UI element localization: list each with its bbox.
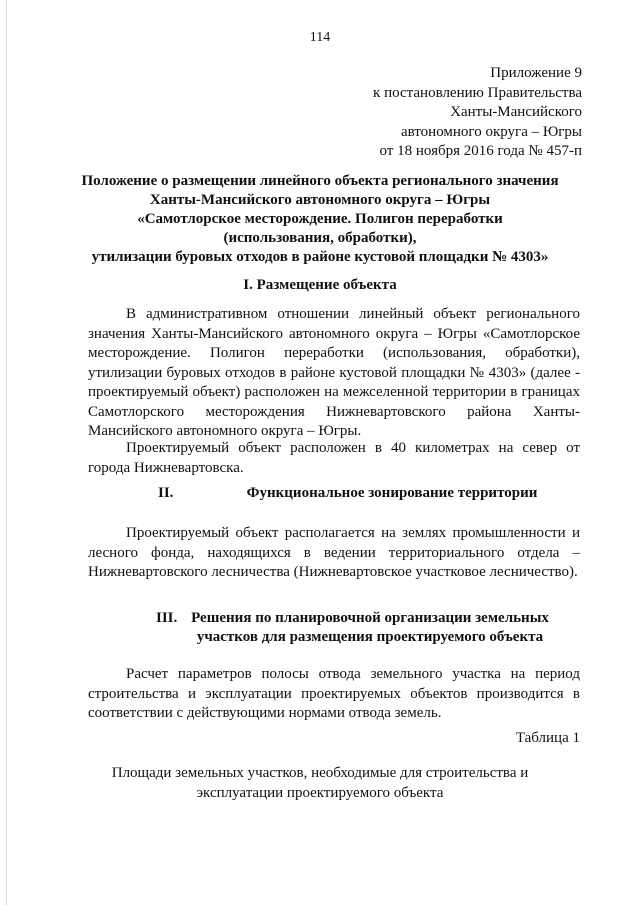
title-line: Положение о размещении линейного объекта регионального значения: [81, 173, 559, 189]
section-3-title: [190, 609, 550, 647]
appendix-line: Ханты-Мансийского: [450, 104, 582, 120]
section-1-paragraph-1: В административном отношении линейный объект регионального значения Ханты-Мансийского автономного округа – Югры «Самотлорское месторождение. Полигон переработки (использования, обработки), утилизации буровых отходов в районе кустовой площадки № 4303» (далее - проектируемый объект) расположен на межселенной территории в границах Самотлорского месторождения Нижневартовского района Ханты-Мансийского автономного округа – Югры.: [88, 306, 580, 439]
section-2-paragraph: Проектируемый объект располагается на землях промышленности и лесного фонда, находящихся в ведении территориального отдела – Нижневартовского лесничества (Нижневартовское участковое лесничество).: [88, 525, 580, 580]
section-3-title-line: Решения по планировочной организации земельных: [191, 610, 549, 626]
section-3-title-line: участков для размещения проектируемого объекта: [196, 629, 544, 645]
table-caption: [60, 764, 580, 803]
table-label: Таблица 1: [515, 730, 580, 746]
page-edge-line: [6, 0, 7, 905]
title-line: (использования, обработки),: [223, 230, 417, 246]
title-line: «Самотлорское месторождение. Полигон переработки: [137, 211, 503, 227]
section-2-title: Функциональное зонирование территории: [246, 485, 538, 501]
section-3-number: III.: [156, 610, 178, 626]
appendix-line: от 18 ноября 2016 года № 457-п: [379, 143, 582, 159]
appendix-line: автономного округа – Югры: [400, 123, 582, 140]
section-1-heading: I. Размещение объекта: [243, 277, 397, 293]
section-3-paragraph: Расчет параметров полосы отвода земельного участка на период строительства и эксплуатации проектируемых объектов производится в соответствии с действующими нормами отвода земель.: [88, 666, 580, 721]
title-line: Ханты-Мансийского автономного округа – Югры: [149, 192, 491, 208]
appendix-line: к постановлению Правительства: [373, 84, 582, 101]
appendix-line: Приложение 9: [490, 65, 582, 81]
table-caption-line: эксплуатации проектируемого объекта: [196, 784, 444, 801]
title-line: утилизации буровых отходов в районе кустовой площадки № 4303»: [91, 249, 549, 265]
section-1-paragraph-2: Проектируемый объект расположен в 40 километрах на север от города Нижневартовска.: [88, 440, 580, 476]
document-title: [60, 172, 580, 267]
table-caption-line: Площади земельных участков, необходимые для строительства и: [111, 765, 529, 781]
appendix-block: [282, 64, 582, 162]
section-2-number: II.: [158, 485, 174, 501]
page-number: 114: [309, 30, 331, 45]
